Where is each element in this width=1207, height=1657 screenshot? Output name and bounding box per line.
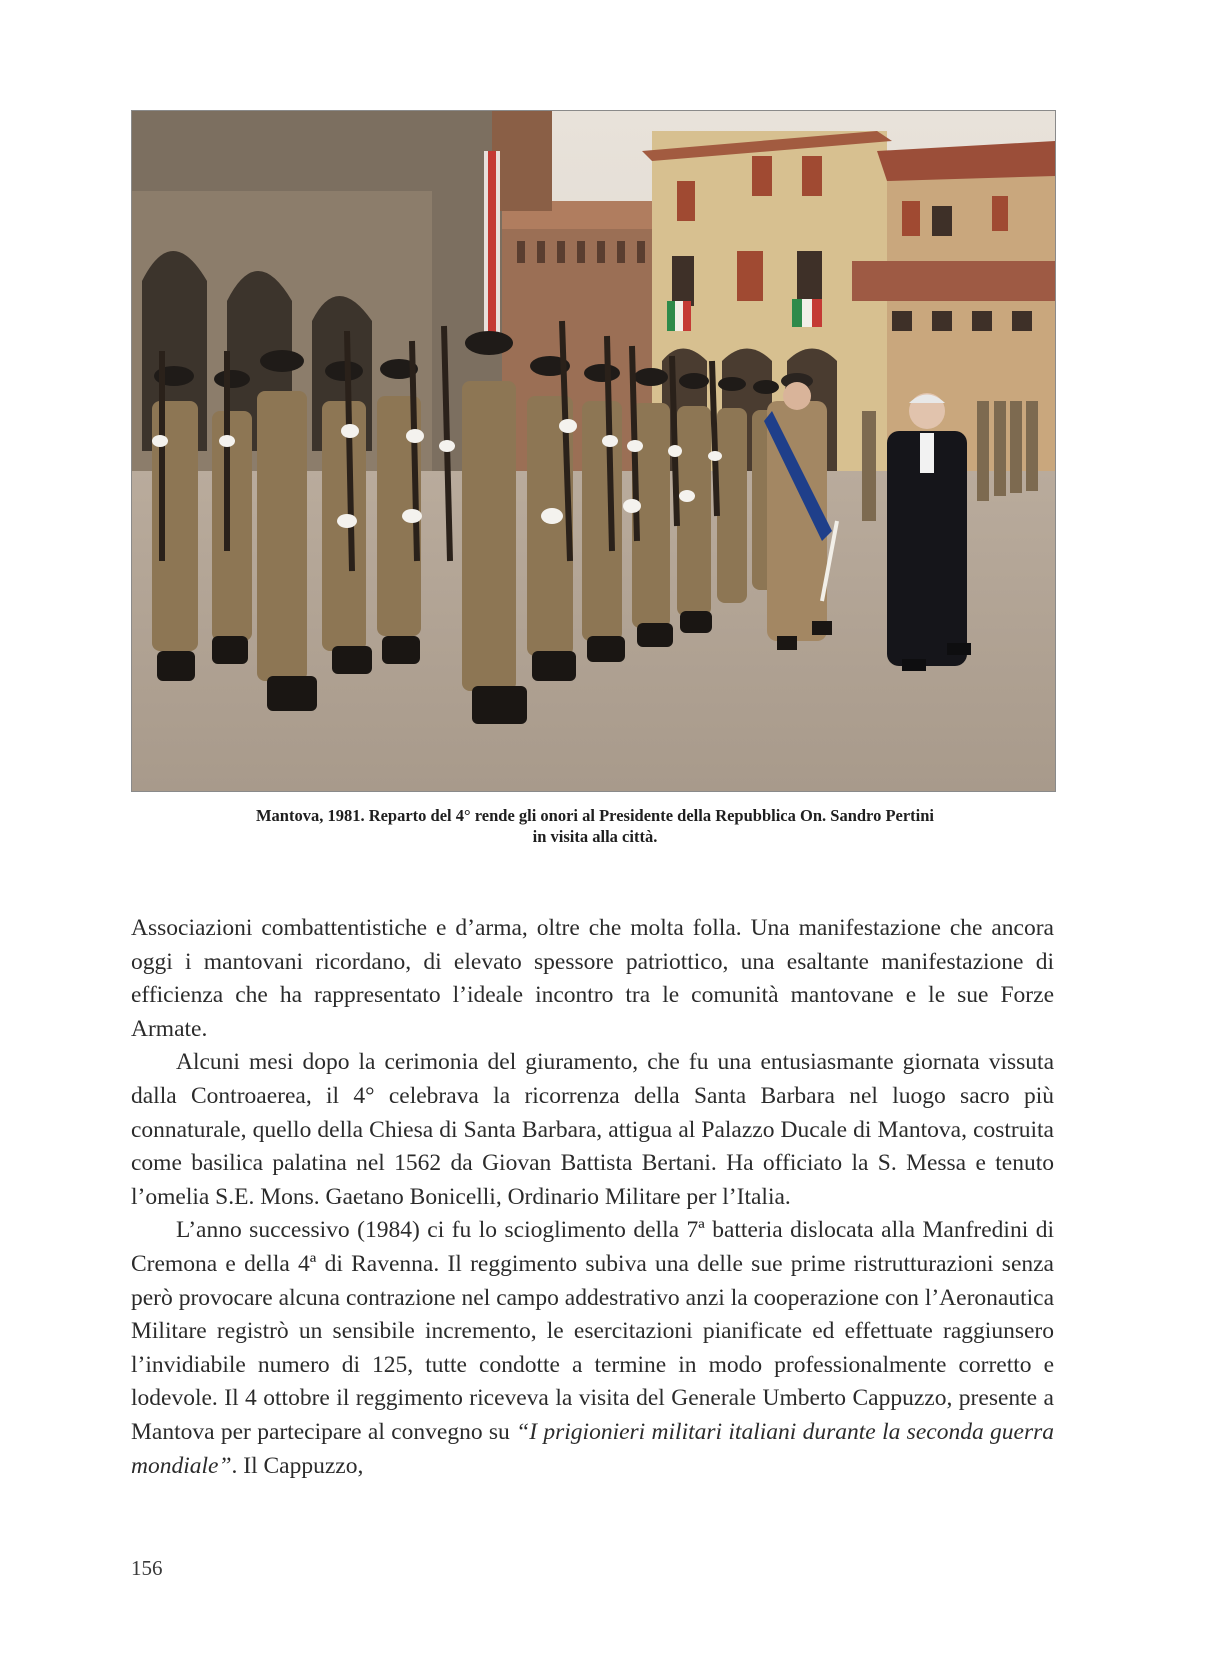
paragraph-2: Alcuni mesi dopo la cerimonia del giuramento, che fu una entusiasmante giornata vissuta dalla Controaerea, il 4° celebrava la ricorrenza della Santa Barbara nel luogo sacro più connaturale, quello della Chiesa di Santa Barbara, attigua al Palazzo Ducale di Mantova, costruita come basilica palatina nel 1562 da Giovan Battista Bertani. Ha officiato la S. Messa e tenuto l’omelia S.E. Mons. Gaetano Bonicelli, Ordinario Militare per l’Italia. bbox=[131, 1049, 1054, 1210]
paragraph-3-text: L’anno successivo (1984) ci fu lo scioglimento della 7ª batteria dislocata alla Manfredini di Cremona e della 4ª di Ravenna. Il reggimento subiva una delle sue prime ristrutturazioni senza però provocare alcuna contrazione nel campo addestrativo anzi la cooperazione con l’Aeronautica Militare registrò un sensibile incremento, le esercitazioni pianificate ed effettuate raggiunsero l’invidiabile numero di 125, tutte condotte a termine in modo professionalmente corretto e lodevole. Il 4 ottobre il reggimento riceveva la visita del Generale Umberto Cappuzzo, presente a Mantova per partecipare al convegno su bbox=[131, 1217, 1054, 1445]
body-text bbox=[131, 912, 1054, 1483]
conference-title: “I prigionieri militari italiani durante la seconda guerra mondiale” bbox=[131, 1418, 1054, 1479]
photo-caption bbox=[160, 805, 1030, 847]
paragraph-3 bbox=[131, 1214, 1054, 1483]
paragraph-1: Associazioni combattentistiche e d’arma, oltre che molta folla. Una manifestazione che ancora oggi i mantovani ricordano, di elevato spessore patriottico, una esaltante manifestazione di efficienza che ha rappresentato l’ideale incontro tra le comunità mantovane e le sue Forze Armate. bbox=[131, 915, 1054, 1042]
photograph bbox=[131, 110, 1056, 792]
paragraph-3-end: . Il Cappuzzo, bbox=[231, 1452, 364, 1479]
caption-line-2: in visita alla città. bbox=[532, 827, 658, 846]
photo-illustration bbox=[132, 111, 1055, 791]
caption-line-1: Mantova, 1981. Reparto del 4° rende gli onori al Presidente della Repubblica On. Sandro Pertini bbox=[255, 806, 935, 825]
page-number: 156 bbox=[131, 1556, 163, 1580]
